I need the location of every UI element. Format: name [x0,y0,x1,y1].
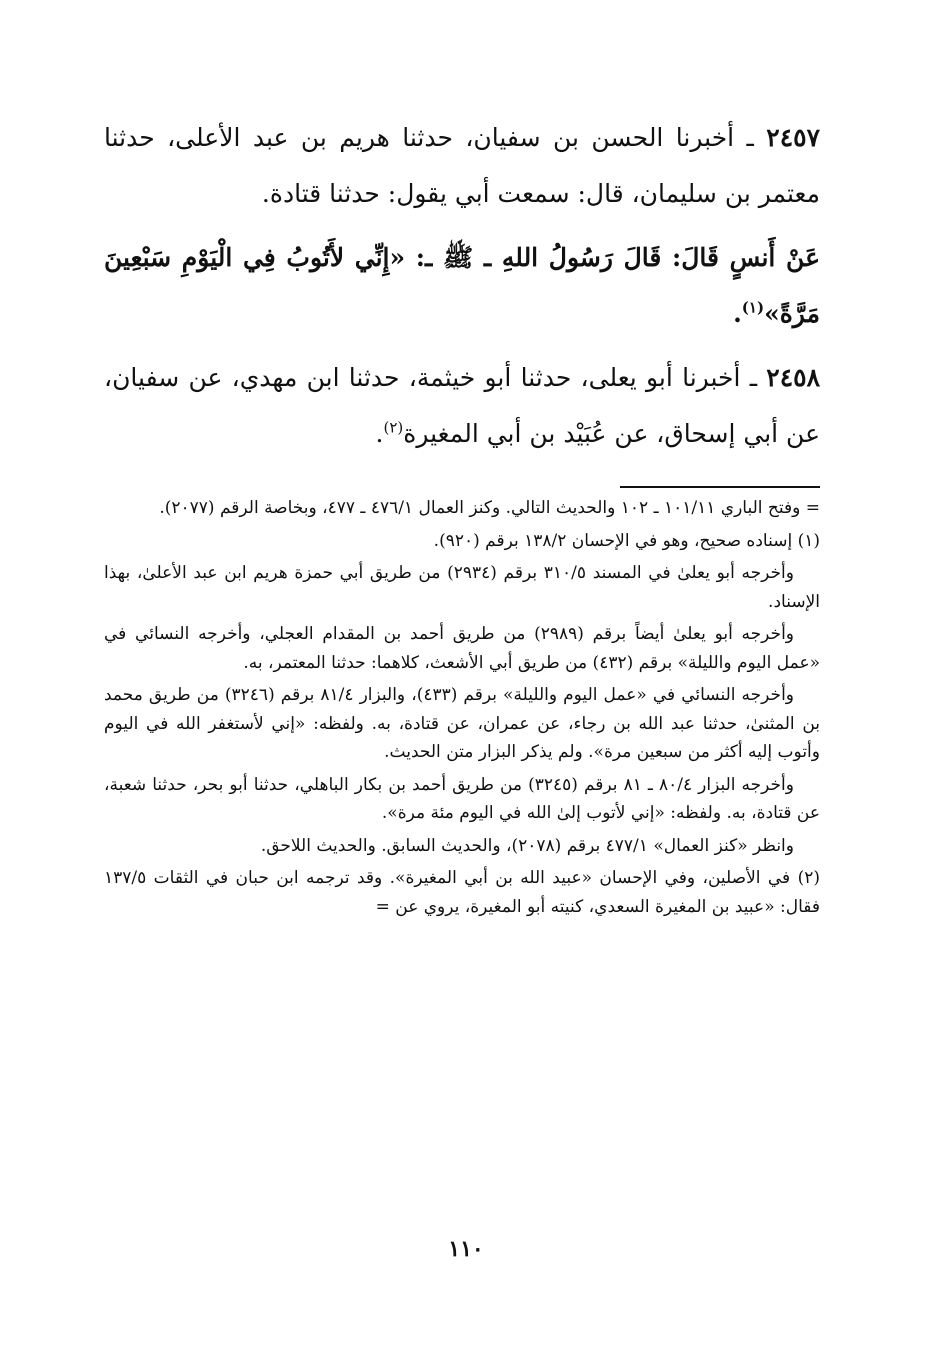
matn-end: . [733,299,742,328]
footnote-1-para: وأخرجه أبو يعلىٰ في المسند ٣١٠/٥ برقم (٢٩٣٤) من طريق أبي حمزة هريم ابن عبد الأعلىٰ، بهذا الإسناد. [104,563,820,612]
footnote-1-para: وأخرجه النسائي في «عمل اليوم والليلة» برقم (٤٣٣)، والبزار ٨١/٤ برقم (٣٢٤٦) من طريق محمد بن المثنىٰ، حدثنا عبد الله بن رجاء، عن عمران، عن قتادة، به. ولفظه: «إني لأستغفر الله في اليوم وأتوب إليه أكثر من سبعين مرة». ولم يذكر البزار متن الحديث. [104,685,820,762]
main-text [104,110,820,462]
footnote-ref: (١) [741,298,765,317]
page-number: ١١٠ [448,1236,484,1262]
footnote-continuation: = وفتح الباري ١٠١/١١ ـ ١٠٢ والحديث التالي. وكنز العمال ٤٧٦/١ ـ ٤٧٧، وبخاصة الرقم (٢٠٧٧). [159,498,820,518]
footnote-divider [620,486,820,488]
isnad-text: ـ أخبرنا الحسن بن سفيان، حدثنا هريم بن عبد الأعلى، حدثنا معتمر بن سليمان، قال: سمعت أبي يقول: حدثنا قتادة. [104,123,820,208]
footnote-2: (٢) في الأصلين، وفي الإحسان «عبيد الله بن أبي المغيرة». وقد ترجمه ابن حبان في الثقات ١٣٧/٥ فقال: «عبيد بن المغيرة السعدي، كنيته أبو المغيرة، يروي عن = [104,868,820,917]
hadith-2457-matn [104,230,820,342]
footnote-1: (١) إسناده صحيح، وهو في الإحسان ١٣٨/٢ برقم (٩٢٠). [433,530,820,551]
footnote-1-para: وأخرجه البزار ٨٠/٤ ـ ٨١ برقم (٣٢٤٥) من طريق أحمد بن بكار الباهلي، حدثنا أبو بحر، حدثنا شعبة، عن قتادة، به. ولفظه: «إني لأتوب إلىٰ الله في اليوم مئة مرة». [104,774,820,823]
matn-text: عَنْ أَنسٍ قَالَ: قَالَ رَسُولُ اللهِ ـ ﷺ ـ: «إِنِّي لأَتُوبُ فِي الْيَوْمِ سَبْعِينَ مَرَّةً» [104,243,820,328]
footnote-ref: (٢) [383,418,404,437]
footnotes [104,494,820,921]
hadith-2458-isnad [104,350,820,462]
footnote-1-para: وأخرجه أبو يعلىٰ أيضاً برقم (٢٩٨٩) من طريق أحمد بن المقدام العجلي، وأخرجه النسائي في «عمل اليوم والليلة» برقم (٤٣٢) من طريق أبي الأشعث، كلاهما: حدثنا المعتمر، به. [104,624,820,673]
isnad-text: ـ أخبرنا أبو يعلى، حدثنا أبو خيثمة، حدثنا ابن مهدي، عن سفيان، عن أبي إسحاق، عن عُبَيْد بن أبي المغيرة [104,363,820,448]
hadith-number: ٢٤٥٧ [766,123,820,152]
page [104,110,820,1290]
hadith-2457-isnad [104,110,820,222]
footnote-1-para: وانظر «كنز العمال» ٤٧٧/١ برقم (٢٠٧٨)، والحديث السابق. والحديث اللاحق. [260,835,794,856]
hadith-number: ٢٤٥٨ [766,363,820,392]
isnad-end: . [375,419,384,448]
